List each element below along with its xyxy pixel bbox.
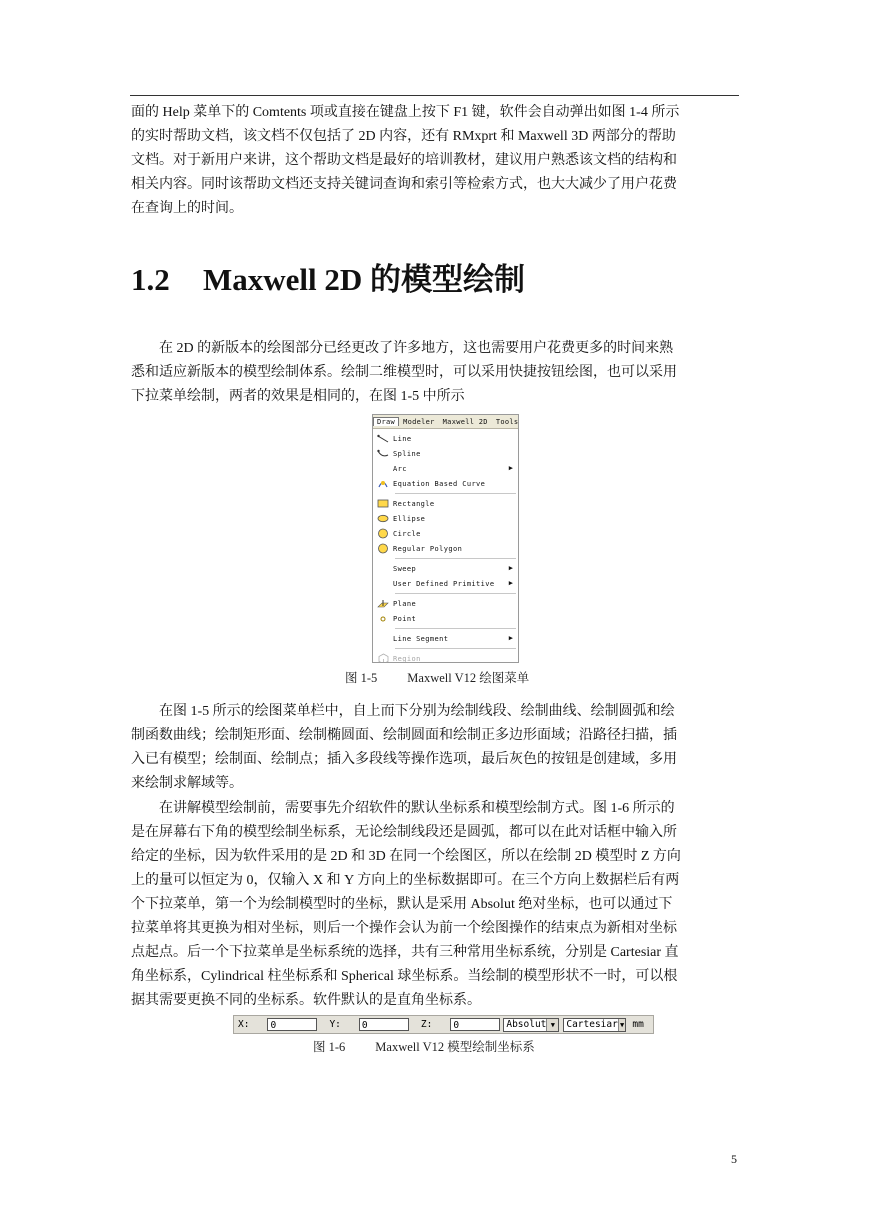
- menu-item-line[interactable]: [373, 431, 518, 446]
- z-coordinate-input[interactable]: 0: [450, 1018, 500, 1031]
- text-line: 悉和适应新版本的模型绘制体系。绘制二维模型时，可以采用快捷按钮绘图，也可以采用: [131, 365, 677, 380]
- menu-separator: [395, 648, 516, 649]
- text-line: 来绘制求解域等。: [131, 776, 243, 791]
- menu-item-sweep[interactable]: [373, 561, 518, 576]
- z-label: Z:: [420, 1019, 433, 1030]
- menu-item-label: Rectangle: [393, 499, 435, 508]
- section-number: 1.2: [131, 262, 170, 297]
- coordinate-mode-value: Absolut: [506, 1018, 547, 1030]
- circle-icon: [373, 528, 393, 539]
- submenu-arrow-icon: ▶: [508, 579, 513, 587]
- section-heading: [131, 258, 525, 302]
- text-line: 角坐标系，Cylindrical 柱坐标系和 Spherical 球坐标系。当绘制的模型形状不一时，可以根: [131, 969, 678, 984]
- text-line: 下拉菜单绘制，两者的效果是相同的，在图 1-5 中所示: [131, 389, 465, 404]
- paragraph-draw-intro: [131, 337, 728, 409]
- menu-bar: [373, 415, 518, 429]
- section-title: Maxwell 2D 的模型绘制: [203, 262, 526, 297]
- coordinate-system-select[interactable]: [563, 1018, 626, 1032]
- text-line: 入已有模型；绘制面、绘制点；插入多段线等操作选项，最后灰色的按钮是创建域，多用: [131, 752, 677, 767]
- caption-number: 图 1-6: [313, 1040, 346, 1054]
- submenu-arrow-icon: ▶: [508, 464, 513, 472]
- menu-item-line-segment[interactable]: [373, 631, 518, 646]
- text-line: 的实时帮助文档，该文档不仅包括了 2D 内容，还有 RMxprt 和 Maxwell 3D 两部分的帮助: [131, 129, 676, 144]
- menu-item-label: Ellipse: [393, 514, 426, 523]
- menu-item-label: Equation Based Curve: [393, 479, 486, 488]
- caption-number: 图 1-5: [345, 671, 378, 685]
- text-line: 相关内容。同时该帮助文档还支持关键词查询和索引等检索方式，也大大减少了用户花费: [131, 177, 677, 192]
- text-line: 在讲解模型绘制前，需要事先介绍软件的默认坐标系和模型绘制方式。图 1-6 所示的: [159, 801, 675, 816]
- text-line: 文档。对于新用户来讲，这个帮助文档是最好的培训教材，建议用户熟悉该文档的结构和: [131, 153, 677, 168]
- menu-item-label: Sweep: [393, 564, 417, 573]
- menu-item-regular-polygon[interactable]: [373, 541, 518, 556]
- menu-item-label: Arc: [393, 464, 407, 473]
- menu-item-label: User Defined Primitive: [393, 579, 495, 588]
- paragraph-menu-description: [131, 700, 728, 796]
- menu-item-equation-curve[interactable]: [373, 476, 518, 491]
- y-coordinate-input[interactable]: 0: [359, 1018, 409, 1031]
- figure-1-6-caption: [313, 1039, 535, 1055]
- menu-item-label: Region: [393, 654, 421, 663]
- menu-item-plane[interactable]: [373, 596, 518, 611]
- draw-menu-figure: [372, 414, 519, 663]
- page-number: 5: [731, 1152, 737, 1166]
- paragraph-help-doc: [131, 101, 728, 221]
- text-line: 点起点。后一个下拉菜单是坐标系统的选择，共有三种常用坐标系统，分别是 Cartesiar 直: [131, 945, 679, 960]
- unit-label: mm: [632, 1019, 644, 1030]
- menu-item-arc[interactable]: [373, 461, 518, 476]
- coordinate-system-value: Cartesiar: [566, 1018, 618, 1030]
- menu-item-label: Line: [393, 434, 412, 443]
- menu-item-label: Plane: [393, 599, 417, 608]
- text-line: 在查询上的时间。: [131, 201, 243, 216]
- caption-text: Maxwell V12 模型绘制坐标系: [375, 1040, 535, 1054]
- spline-icon: [373, 449, 393, 459]
- text-line: 上的量可以恒定为 0，仅输入 X 和 Y 方向上的坐标数据即可。在三个方向上数据栏后有两: [131, 873, 680, 888]
- menu-item-label: Circle: [393, 529, 421, 538]
- menu-item-label: Regular Polygon: [393, 544, 463, 553]
- ellipse-icon: [373, 514, 393, 523]
- coordinate-bar-figure: [233, 1015, 654, 1034]
- text-line: 在图 1-5 所示的绘图菜单栏中，自上而下分别为绘制线段、绘制曲线、绘制圆弧和绘: [159, 704, 675, 719]
- text-line: 据其需要更换不同的坐标系。软件默认的是直角坐标系。: [131, 993, 481, 1008]
- menu-item-user-defined-primitive[interactable]: [373, 576, 518, 591]
- text-line: 个下拉菜单，第一个为绘制模型时的坐标，默认是采用 Absolut 绝对坐标，也可以通过下: [131, 897, 673, 912]
- figure-1-5-caption: [345, 670, 529, 686]
- equation-curve-icon: [373, 478, 393, 489]
- menu-maxwell-2d[interactable]: Maxwell 2D: [442, 417, 488, 426]
- text-line: 在 2D 的新版本的绘图部分已经更改了许多地方，这也需要用户花费更多的时间来熟: [159, 341, 674, 356]
- menu-item-circle[interactable]: [373, 526, 518, 541]
- submenu-arrow-icon: ▶: [508, 634, 513, 642]
- menu-separator: [395, 493, 516, 494]
- header-rule: [130, 95, 739, 96]
- text-line: 制函数曲线；绘制矩形面、绘制椭圆面、绘制圆面和绘制正多边形面域；沿路径扫描，插: [131, 728, 677, 743]
- paragraph-coordinate-system: [131, 797, 728, 1013]
- menu-draw[interactable]: Draw: [373, 417, 399, 426]
- caption-text: Maxwell V12 绘图菜单: [407, 671, 530, 685]
- point-icon: [373, 614, 393, 624]
- menu-item-point[interactable]: [373, 611, 518, 626]
- text-line: 面的 Help 菜单下的 Comtents 项或直接在键盘上按下 F1 键，软件会自动弹出如图 1-4 所示: [131, 105, 680, 120]
- chevron-down-icon: ▼: [546, 1019, 558, 1031]
- rectangle-icon: [373, 499, 393, 508]
- region-cube-icon: [373, 653, 393, 663]
- y-label: Y:: [329, 1019, 341, 1030]
- menu-tools[interactable]: Tools: [495, 417, 519, 426]
- plane-icon: [373, 599, 393, 609]
- coordinate-mode-select[interactable]: [503, 1018, 559, 1032]
- polygon-icon: [373, 543, 393, 554]
- menu-item-label: Point: [393, 614, 417, 623]
- menu-separator: [395, 593, 516, 594]
- x-label: X:: [238, 1019, 250, 1030]
- menu-modeler[interactable]: Modeler: [403, 417, 435, 426]
- menu-item-label: Spline: [393, 449, 421, 458]
- menu-separator: [395, 628, 516, 629]
- menu-item-ellipse[interactable]: [373, 511, 518, 526]
- text-line: 拉菜单将其更换为相对坐标，则后一个操作会认为前一个绘图操作的结束点为新相对坐标: [131, 921, 677, 936]
- x-coordinate-input[interactable]: 0: [267, 1018, 317, 1031]
- menu-separator: [395, 558, 516, 559]
- text-line: 是在屏幕右下角的模型绘制坐标系，无论绘制线段还是圆弧，都可以在此对话框中输入所: [131, 825, 677, 840]
- menu-item-rectangle[interactable]: [373, 496, 518, 511]
- menu-item-spline[interactable]: [373, 446, 518, 461]
- menu-item-region: [373, 651, 518, 663]
- line-icon: [373, 434, 393, 444]
- chevron-down-icon: ▼: [618, 1019, 626, 1031]
- menu-item-label: Line Segment: [393, 634, 449, 643]
- text-line: 给定的坐标，因为软件采用的是 2D 和 3D 在同一个绘图区，所以在绘制 2D 模型时 Z 方向: [131, 849, 681, 864]
- submenu-arrow-icon: ▶: [508, 564, 513, 572]
